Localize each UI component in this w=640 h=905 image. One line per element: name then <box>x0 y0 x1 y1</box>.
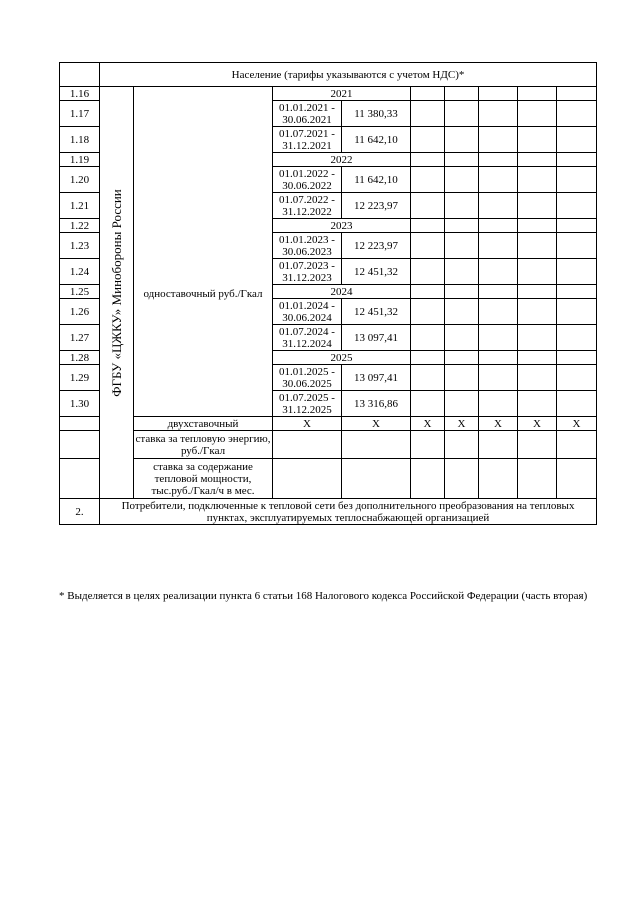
empty-cell <box>557 431 597 459</box>
period-label: 01.07.2025 - 31.12.2025 <box>273 391 342 417</box>
x-mark: X <box>518 417 557 431</box>
empty-cell <box>479 101 518 127</box>
empty-cell <box>518 127 557 153</box>
empty-cell <box>518 259 557 285</box>
empty-cell <box>445 219 479 233</box>
empty-cell <box>557 459 597 499</box>
empty-cell <box>479 127 518 153</box>
empty-cell <box>479 153 518 167</box>
tariff-value: 13 097,41 <box>342 325 411 351</box>
empty-cell <box>518 219 557 233</box>
empty-cell <box>557 259 597 285</box>
x-mark: X <box>445 417 479 431</box>
empty-cell <box>445 325 479 351</box>
tariff-value: 13 097,41 <box>342 365 411 391</box>
empty-cell <box>557 365 597 391</box>
empty-cell <box>445 101 479 127</box>
row-number-empty <box>60 431 100 459</box>
empty-cell <box>479 459 518 499</box>
empty-cell <box>518 431 557 459</box>
row-number: 1.18 <box>60 127 100 153</box>
empty-cell <box>557 101 597 127</box>
period-label: 01.01.2023 - 30.06.2023 <box>273 233 342 259</box>
empty-cell <box>411 233 445 259</box>
row-number-empty <box>60 459 100 499</box>
empty-cell <box>411 365 445 391</box>
empty-cell <box>445 193 479 219</box>
empty-cell <box>445 127 479 153</box>
row-number: 1.26 <box>60 299 100 325</box>
tariff-value: 11 380,33 <box>342 101 411 127</box>
tariff-value: 11 642,10 <box>342 127 411 153</box>
empty-cell <box>342 431 411 459</box>
x-mark: X <box>411 417 445 431</box>
organization-cell <box>100 87 134 499</box>
empty-cell <box>445 153 479 167</box>
row-number: 1.17 <box>60 101 100 127</box>
x-mark: X <box>273 417 342 431</box>
empty-cell <box>557 351 597 365</box>
year-label: 2021 <box>273 87 411 101</box>
empty-cell <box>411 153 445 167</box>
empty-cell <box>479 285 518 299</box>
empty-cell <box>445 87 479 101</box>
two-part-label: двухставочный <box>134 417 273 431</box>
empty-cell <box>518 233 557 259</box>
energy-rate-label: ставка за тепловую энергию, руб./Гкал <box>134 431 273 459</box>
period-label: 01.07.2024 - 31.12.2024 <box>273 325 342 351</box>
empty-cell <box>518 459 557 499</box>
empty-cell <box>479 325 518 351</box>
empty-cell <box>411 285 445 299</box>
empty-cell <box>445 459 479 499</box>
row-number: 2. <box>60 499 100 525</box>
empty-cell <box>411 167 445 193</box>
capacity-rate-label: ставка за содержание тепловой мощности, тыс.руб./Гкал/ч в мес. <box>134 459 273 499</box>
empty-cell <box>557 167 597 193</box>
empty-cell <box>445 431 479 459</box>
footnote: * Выделяется в целях реализации пункта 6 статьи 168 Налогового кодекса Российской Федерации (часть вторая) <box>59 590 588 602</box>
empty-cell <box>411 193 445 219</box>
empty-cell <box>479 351 518 365</box>
empty-cell <box>557 391 597 417</box>
empty-cell <box>411 127 445 153</box>
row-number: 1.22 <box>60 219 100 233</box>
empty-cell <box>518 285 557 299</box>
empty-cell <box>557 325 597 351</box>
empty-cell <box>479 259 518 285</box>
row-number: 1.24 <box>60 259 100 285</box>
tariff-value: 12 451,32 <box>342 259 411 285</box>
empty-cell <box>479 233 518 259</box>
empty-cell <box>411 459 445 499</box>
empty-cell <box>411 431 445 459</box>
empty-cell <box>557 127 597 153</box>
tariff-value: 12 451,32 <box>342 299 411 325</box>
row-number: 1.16 <box>60 87 100 101</box>
tariff-value: 11 642,10 <box>342 167 411 193</box>
empty-cell <box>479 391 518 417</box>
empty-cell <box>518 299 557 325</box>
empty-cell <box>518 325 557 351</box>
empty-cell <box>445 391 479 417</box>
row-number: 1.30 <box>60 391 100 417</box>
empty-cell <box>557 233 597 259</box>
row-number-empty <box>60 417 100 431</box>
x-mark: X <box>557 417 597 431</box>
empty-cell <box>518 167 557 193</box>
period-label: 01.01.2025 - 30.06.2025 <box>273 365 342 391</box>
empty-cell <box>557 193 597 219</box>
x-mark: X <box>342 417 411 431</box>
empty-cell <box>479 219 518 233</box>
empty-cell <box>479 87 518 101</box>
section-header: Население (тарифы указываются с учетом НДС)* <box>100 63 597 87</box>
period-label: 01.01.2021 - 30.06.2021 <box>273 101 342 127</box>
year-label: 2025 <box>273 351 411 365</box>
capacity-rate-row <box>60 459 597 499</box>
row-number: 1.29 <box>60 365 100 391</box>
empty-cell <box>479 167 518 193</box>
row-number: 1.28 <box>60 351 100 365</box>
empty-cell <box>557 299 597 325</box>
empty-cell <box>479 365 518 391</box>
table-row <box>60 87 597 101</box>
empty-cell <box>411 219 445 233</box>
table-body <box>60 63 597 525</box>
empty-cell <box>342 459 411 499</box>
empty-cell <box>557 87 597 101</box>
header-row <box>60 63 597 87</box>
empty-cell <box>445 351 479 365</box>
empty-cell <box>411 325 445 351</box>
organization-name: ФГБУ «ЦЖКУ» Минобороны России <box>108 188 124 397</box>
period-label: 01.01.2022 - 30.06.2022 <box>273 167 342 193</box>
year-label: 2023 <box>273 219 411 233</box>
consumers-row <box>60 499 597 525</box>
tariff-value: 12 223,97 <box>342 193 411 219</box>
row-number: 1.20 <box>60 167 100 193</box>
empty-cell <box>411 351 445 365</box>
row-number: 1.25 <box>60 285 100 299</box>
empty-cell <box>518 87 557 101</box>
year-label: 2024 <box>273 285 411 299</box>
row-number: 1.19 <box>60 153 100 167</box>
empty-cell <box>518 101 557 127</box>
x-mark: X <box>479 417 518 431</box>
row-number: 1.23 <box>60 233 100 259</box>
period-label: 01.01.2024 - 30.06.2024 <box>273 299 342 325</box>
period-label: 01.07.2021 - 31.12.2021 <box>273 127 342 153</box>
empty-cell <box>411 101 445 127</box>
empty-cell <box>518 351 557 365</box>
empty-cell <box>273 431 342 459</box>
year-label: 2022 <box>273 153 411 167</box>
empty-cell <box>273 459 342 499</box>
empty-cell <box>557 285 597 299</box>
tariff-type-cell <box>134 87 273 417</box>
empty-cell <box>445 365 479 391</box>
empty-cell <box>411 391 445 417</box>
two-part-row <box>60 417 597 431</box>
empty-cell <box>518 193 557 219</box>
period-label: 01.07.2022 - 31.12.2022 <box>273 193 342 219</box>
empty-cell <box>518 153 557 167</box>
energy-rate-row <box>60 431 597 459</box>
empty-cell <box>445 167 479 193</box>
empty-cell <box>557 219 597 233</box>
empty-cell <box>411 259 445 285</box>
empty-cell <box>445 299 479 325</box>
empty-cell <box>411 299 445 325</box>
empty-cell <box>479 193 518 219</box>
row-number: 1.27 <box>60 325 100 351</box>
tariff-table <box>59 62 597 525</box>
empty-cell <box>557 153 597 167</box>
header-empty-cell <box>60 63 100 87</box>
empty-cell <box>479 431 518 459</box>
tariff-value: 12 223,97 <box>342 233 411 259</box>
one-part-tariff-label: одноставочный руб./Гкал <box>143 287 263 300</box>
empty-cell <box>445 259 479 285</box>
row-number: 1.21 <box>60 193 100 219</box>
tariff-value: 13 316,86 <box>342 391 411 417</box>
empty-cell <box>479 299 518 325</box>
empty-cell <box>411 87 445 101</box>
period-label: 01.07.2023 - 31.12.2023 <box>273 259 342 285</box>
empty-cell <box>518 391 557 417</box>
consumers-text: Потребители, подключенные к тепловой сети без дополнительного преобразования на тепловых пунктах, эксплуатируемых теплоснабжающей организацией <box>100 499 597 525</box>
empty-cell <box>445 285 479 299</box>
empty-cell <box>445 233 479 259</box>
empty-cell <box>518 365 557 391</box>
